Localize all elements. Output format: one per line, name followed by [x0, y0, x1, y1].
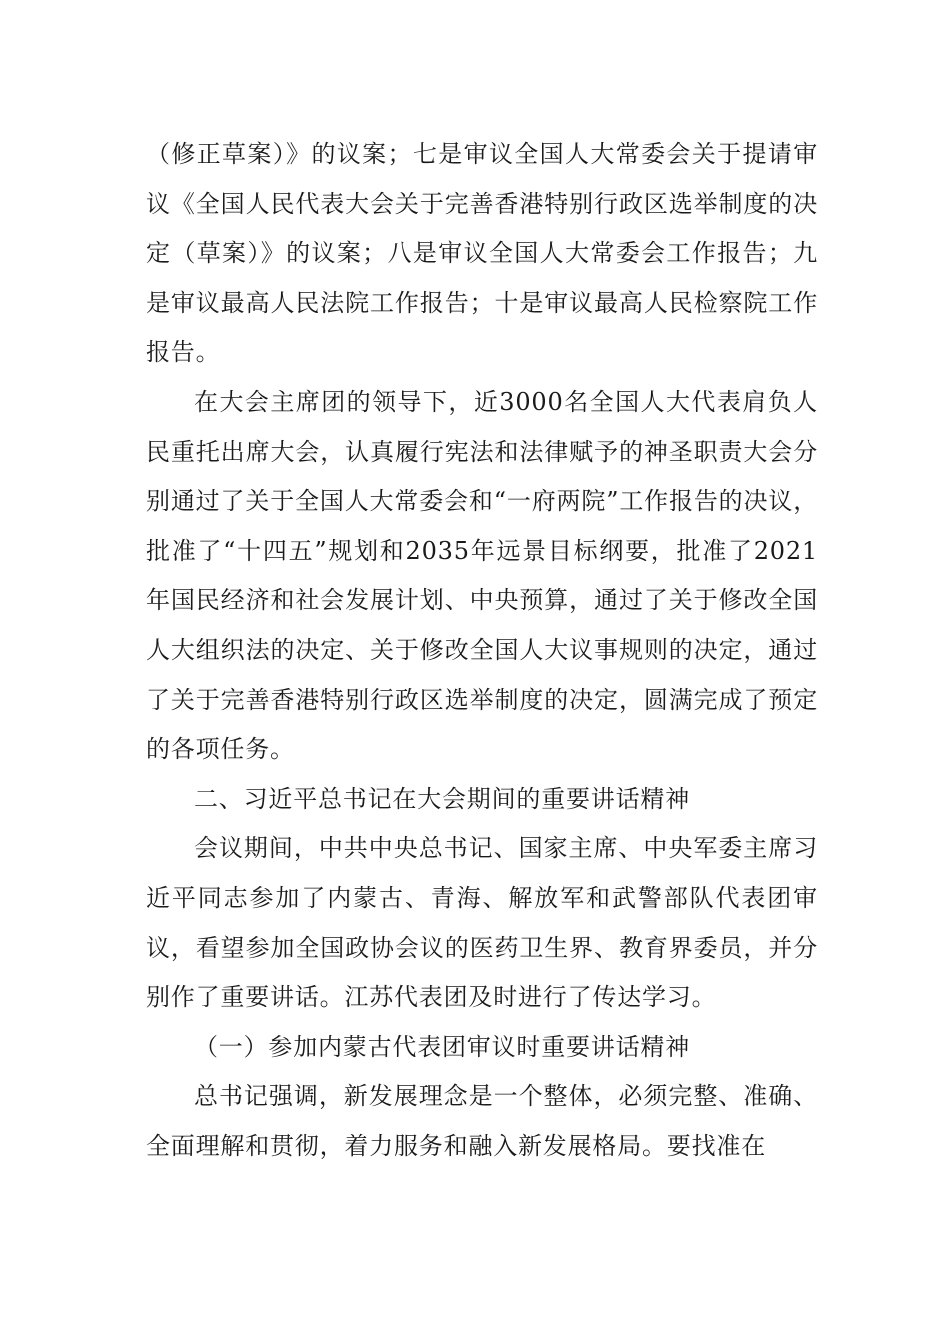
section-heading-2: 二、习近平总书记在大会期间的重要讲话精神 — [194, 784, 690, 813]
document-body — [146, 130, 818, 1171]
paragraph-congress-outcomes: 在大会主席团的领导下，近3000名全国人大代表肩负人民重托出席大会，认真履行宪法和法律赋予的神圣职责大会分别通过了关于全国人大常委会和“一府两院”工作报告的决议，批准了“十四五”规划和2035年远景目标纲要，批准了2021年国民经济和社会发展计划、中央预算，通过了关于修改全国人大组织法的决定、关于修改全国人大议事规则的决定，通过了关于完善香港特别行政区选举制度的决定，圆满完成了预定的各项任务。 — [146, 387, 818, 764]
subsection-heading-1: （一）参加内蒙古代表团审议时重要讲话精神 — [194, 1032, 690, 1061]
paragraph-meeting-period: 会议期间，中共中央总书记、国家主席、中央军委主席习近平同志参加了内蒙古、青海、解放军和武警部队代表团审议，看望参加全国政协会议的医药卫生界、教育界委员，并分别作了重要讲话。江苏代表团及时进行了传达学习。 — [146, 834, 818, 1012]
paragraph-new-development-concept: 总书记强调，新发展理念是一个整体，必须完整、准确、全面理解和贯彻，着力服务和融入新发展格局。要找准在 — [146, 1082, 818, 1160]
paragraph-agenda-continuation: （修正草案）》的议案；七是审议全国人大常委会关于提请审议《全国人民代表大会关于完善香港特别行政区选举制度的决定（草案）》的议案；八是审议全国人大常委会工作报告；九是审议最高人民法院工作报告；十是审议最高人民检察院工作报告。 — [146, 140, 818, 367]
